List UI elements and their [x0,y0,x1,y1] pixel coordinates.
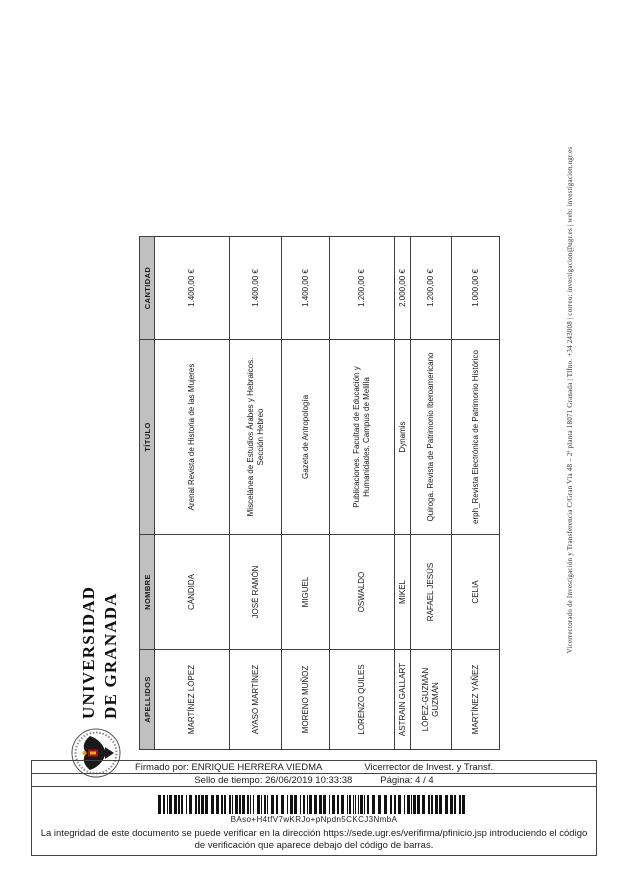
table-row [330,237,395,750]
vertical-address-text: Vicerrectorado de Investigación y Transferencia C/Gran Vía 48 – 2ª planta 18071 Granada | Tlfno. +34 243008 | correo: investigacion@ugr.es | web: investigacion.ugr.es [566,146,574,654]
timestamp-text: Sello de tiempo: 26/06/2019 10:33:38 [194,774,353,786]
table-header-row [140,237,155,750]
cell-titulo: Publicaciones. Facultad de Educación y Humanidades. Campus de Melilla [330,340,395,535]
header-titulo: TÍTULO [140,340,155,535]
cell-titulo: erph_Revista Electrónica de Patrimonio Histórico [452,340,500,535]
timestamp-row [31,773,597,786]
cell-nombre: MIKEL [395,535,411,650]
ugr-wordmark-line1: UNIVERSIDAD [78,585,98,719]
cell-cantidad: 1.400,00 € [230,237,282,340]
signed-by-text: Firmado por: ENRIQUE HERRERA VIEDMA [134,761,323,773]
cell-cantidad: 1.400,00 € [282,237,330,340]
cell-nombre: OSWALDO [330,535,395,650]
cell-cantidad: 1.200,00 € [411,237,452,340]
page-number-text: Página: 4 / 4 [380,774,434,786]
barcode [158,795,470,814]
table-row [452,237,500,750]
cell-cantidad: 1.400,00 € [155,237,230,340]
cell-cantidad: 1.200,00 € [330,237,395,340]
header-apellidos: APELLIDOS [140,650,155,750]
verification-code: BAso+H4tfV7wKRJo+pNpdn5CKCJ3NmbA [230,815,398,824]
cell-titulo: Gazeta de Antropología [282,340,330,535]
cell-nombre: CÁNDIDA [155,535,230,650]
ugr-logo [58,585,141,778]
cell-nombre: JOSÉ RAMÓN [230,535,282,650]
cell-apellidos: LÓPEZ-GUZMÁN GUZMÁN [411,650,452,750]
table-row [411,237,452,750]
cell-apellidos: LORENZO QUILES [330,650,395,750]
table-row [230,237,282,750]
cell-nombre: RAFAEL JESÚS [411,535,452,650]
table-row [282,237,330,750]
cell-nombre: MIGUEL [282,535,330,650]
cell-apellidos: ASTRAIN GALLART [395,650,411,750]
ugr-wordmark-line2: DE GRANADA [100,592,120,719]
signed-by-row [31,760,597,773]
ugr-logo-inner [58,585,141,778]
vertical-address-note [562,100,578,700]
cell-titulo: Quiroga. Revista de Patrimonio Iberoamericano [411,340,452,535]
signature-block [31,760,597,856]
table-row [395,237,411,750]
cell-cantidad: 2.000,00 € [395,237,411,340]
ugr-wordmark [78,586,122,719]
cell-cantidad: 1.000,00 € [452,237,500,340]
cell-titulo: Miscelánea de Estudios Árabes y Hebraicos. Sección Hebreo [230,340,282,535]
barcode-section [31,786,597,856]
cell-apellidos: MARTÍNEZ YÁÑEZ [452,650,500,750]
cell-apellidos: MORENO MUÑOZ [282,650,330,750]
table-row [155,237,230,750]
cell-apellidos: AYASO MARTÍNEZ [230,650,282,750]
header-cantidad: CANTIDAD [140,237,155,340]
integrity-text: La integridad de este documento se puede verificar en la dirección https://sede.ugr.es/verifirma/pfinicio.jsp introduciendo el código de verificación que aparece debajo del código de barras. [40,828,588,851]
signer-role-text: Vicerrector de Invest. y Transf. [364,761,494,773]
cell-titulo: Arenal Revista de Historia de las Mujeres [155,340,230,535]
cell-nombre: CELIA [452,535,500,650]
header-nombre: NOMBRE [140,535,155,650]
grants-table [139,236,500,750]
cell-apellidos: MARTÍNEZ LÓPEZ [155,650,230,750]
grants-table-rotated [139,237,499,750]
cell-titulo: Dynamis [395,340,411,535]
